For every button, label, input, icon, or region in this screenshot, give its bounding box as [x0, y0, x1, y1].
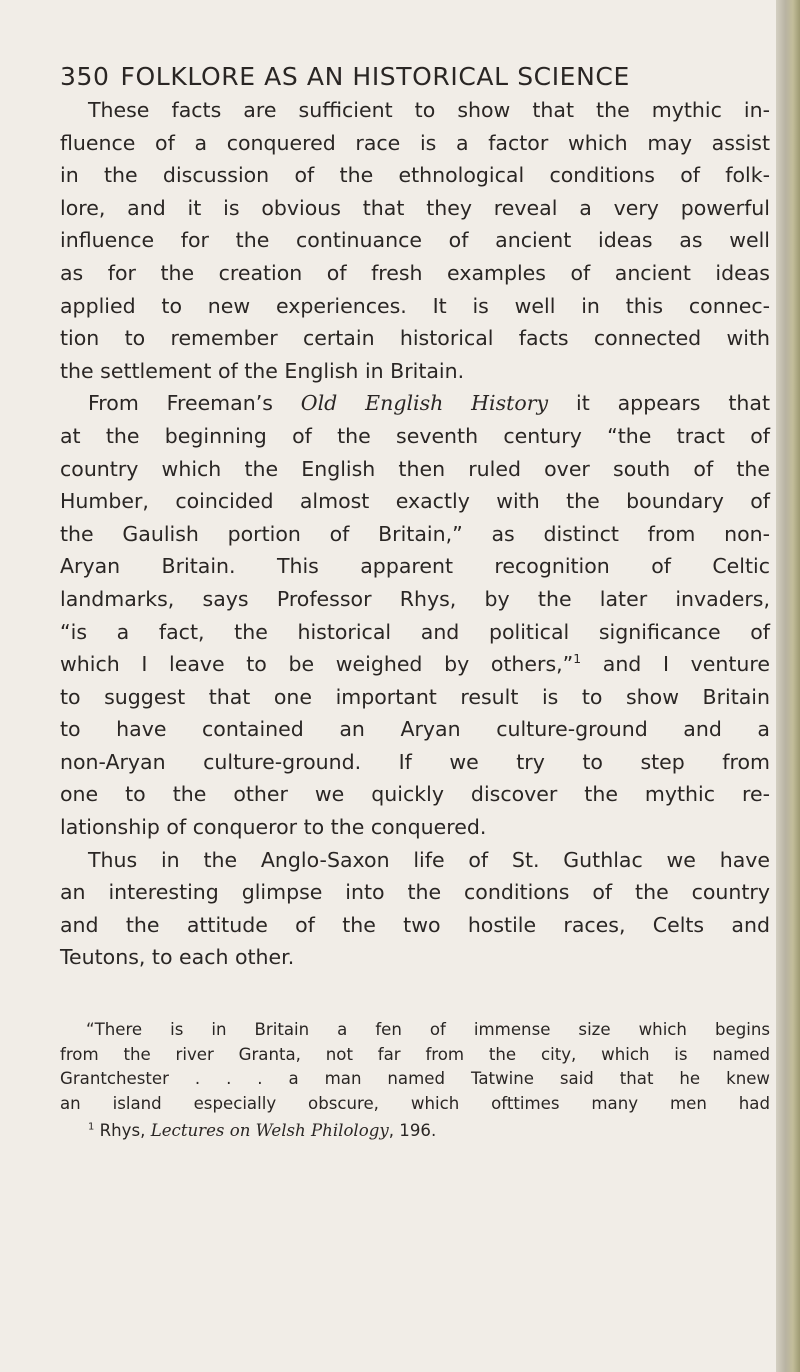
text-line: “is a fact, the historical and political significance of [60, 619, 770, 644]
text-line: which I leave to be weighed by others,”$^1$ and I venture [60, 652, 770, 677]
text-line: to have contained an Aryan culture-ground and a [60, 717, 770, 742]
text-line: landmarks, says Professor Rhys, by the later invaders, [60, 586, 770, 611]
text-line: lore, and it is obvious that they reveal a very powerful [60, 195, 770, 220]
text-line: Aryan Britain. This apparent recognition of Celtic [60, 554, 770, 579]
text-line: fluence of a conquered race is a factor which may assist [60, 130, 770, 155]
footnote-title: Lectures on Welsh Philology [150, 1121, 389, 1140]
text-line: non-Aryan culture-ground. If we try to step from [60, 749, 770, 774]
text-line: the Gaulish portion of Britain,” as distinct from non- [60, 521, 770, 546]
text-line: an interesting glimpse into the conditions of the country [60, 880, 770, 905]
text-line: These facts are sufficient to show that the mythic in- [88, 98, 770, 122]
text-line: in the discussion of the ethnological conditions of folk- [60, 163, 770, 188]
quote-line: from the river Granta, not far from the city, which is named [60, 1044, 770, 1064]
quote-line: an island especially obscure, which ofttimes many men had [60, 1093, 770, 1113]
block-quote [60, 1018, 770, 1116]
text-line: one to the other we quickly discover the mythic re- [60, 782, 770, 807]
quote-line: Grantchester . . . a man named Tatwine said that he knew [60, 1069, 770, 1089]
text-line: From Freeman’s Old English History it appears that [88, 391, 771, 416]
text-line: Humber, coincided almost exactly with the boundary of [60, 489, 770, 514]
footnote-reference: 1 [573, 652, 582, 667]
quote-line: “There is in Britain a fen of immense size which begins [86, 1020, 770, 1039]
running-title: FOLKLORE AS AN HISTORICAL SCIENCE [120, 62, 630, 91]
text-line: applied to new experiences. It is well in this connec- [60, 293, 770, 318]
body-text [60, 94, 770, 974]
text-line: Thus in the Anglo-Saxon life of St. Guthlac we have [88, 847, 770, 872]
page-edge [776, 0, 800, 1372]
text-line: at the beginning of the seventh century “the tract of [60, 423, 770, 448]
text-line: to suggest that one important result is to show Britain [60, 684, 770, 709]
footnote-mark: 1 [88, 1121, 95, 1133]
text-line: country which the English then ruled over south of the [60, 456, 770, 481]
text-line: lationship of conqueror to the conquered. [60, 815, 487, 840]
text-line: the settlement of the English in Britain. [60, 358, 465, 383]
text-line: and the attitude of the two hostile races, Celts and [60, 912, 770, 937]
text-line: influence for the continuance of ancient ideas as well [60, 228, 770, 253]
text-line: tion to remember certain historical facts connected with [60, 326, 770, 351]
book-title: Old English History [300, 391, 549, 416]
text-line: Teutons, to each other. [60, 945, 295, 970]
text-line: as for the creation of fresh examples of ancient ideas [60, 260, 770, 285]
footnote: $^1$ Rhys, Lectures on Welsh Philology, 196. [88, 1121, 437, 1140]
page-number: 350 [60, 62, 110, 91]
